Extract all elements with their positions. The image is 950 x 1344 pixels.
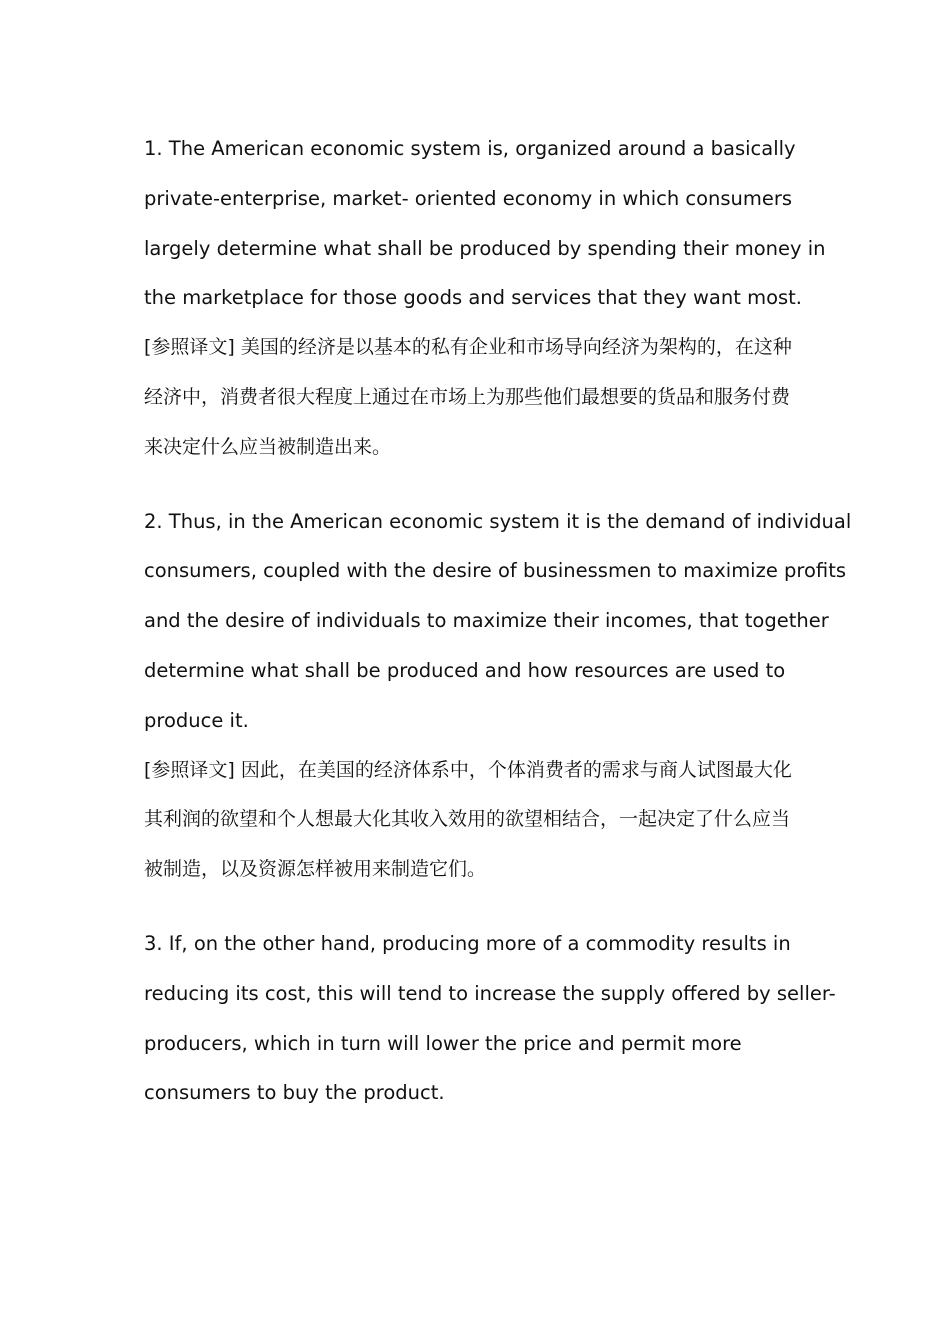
english-sentence-2 xyxy=(144,497,852,746)
text-line: the marketplace for those goods and services that they want most. xyxy=(144,286,803,310)
text-line: determine what shall be produced and how resources are used to xyxy=(144,658,786,682)
translation-2 xyxy=(144,746,808,895)
text-line: 3. If, on the other hand, producing more of a commodity results in xyxy=(144,931,791,955)
translation-1 xyxy=(144,323,808,472)
english-sentence-1 xyxy=(144,124,826,323)
text-line: 1. The American economic system is, organized around a basically xyxy=(144,137,796,160)
text-line: 2. Thus, in the American economic system it is the demand of individual xyxy=(144,509,852,533)
text-line: 其利润的欲望和个人想最大化其收入效用的欲望相结合，一起决定了什么应当 xyxy=(144,808,791,831)
text-line: [参照译文] 因此，在美国的经济体系中，个体消费者的需求与商人试图最大化 xyxy=(144,758,792,781)
text-line: 被制造，以及资源怎样被用来制造它们。 xyxy=(144,858,487,881)
text-line: 来决定什么应当被制造出来。 xyxy=(144,435,392,458)
english-sentence-3 xyxy=(144,919,836,1118)
sentence-item-2 xyxy=(144,497,852,895)
text-line: 经济中，消费者很大程度上通过在市场上为那些他们最想要的货品和服务付费 xyxy=(144,385,791,408)
text-line: and the desire of individuals to maximize their incomes, that together xyxy=(144,609,829,633)
text-line: produce it. xyxy=(144,708,249,732)
document-body xyxy=(144,124,852,1118)
text-line: largely determine what shall be produced by spending their money in xyxy=(144,236,826,260)
text-line: producers, which in turn will lower the price and permit more xyxy=(144,1031,742,1055)
text-line: private-enterprise, market- oriented economy in which consumers xyxy=(144,186,793,210)
sentence-item-3 xyxy=(144,919,836,1118)
text-line: consumers to buy the product. xyxy=(144,1081,445,1105)
text-line: consumers, coupled with the desire of businessmen to maximize profits xyxy=(144,559,847,583)
sentence-item-1 xyxy=(144,124,826,473)
text-line: reducing its cost, this will tend to increase the supply offered by seller- xyxy=(144,981,836,1005)
text-line: [参照译文] 美国的经济是以基本的私有企业和市场导向经济为架构的，在这种 xyxy=(144,336,792,359)
